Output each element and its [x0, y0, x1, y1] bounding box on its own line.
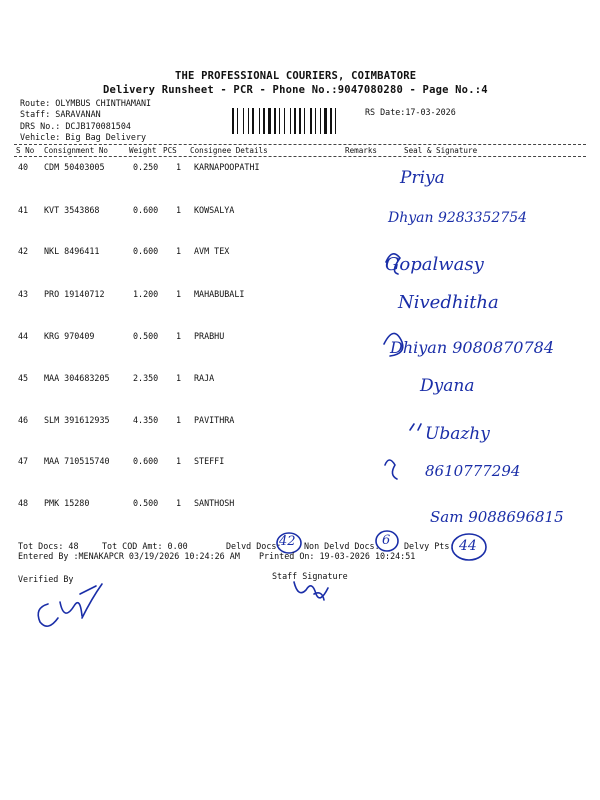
col-pcs: PCS: [163, 146, 177, 155]
row-consignment: MAA 710515740: [44, 456, 110, 466]
total-docs: Tot Docs: 48: [18, 541, 79, 551]
row-consignment: MAA 304683205: [44, 373, 110, 383]
row-consignment: KVT 3543868: [44, 205, 100, 215]
delivered-docs-count: 42: [279, 534, 296, 549]
row-weight: 0.600: [133, 246, 159, 256]
delivered-docs-label: Delvd Docs:: [226, 541, 282, 551]
total-cod: Tot COD Amt: 0.00: [102, 541, 188, 551]
row-consignment: PRO 19140712: [44, 289, 105, 299]
non-delivered-docs-count: 6: [382, 533, 391, 548]
row-sno: 43: [18, 289, 29, 299]
row-sno: 48: [18, 498, 29, 508]
row-pcs: 1: [176, 373, 182, 383]
col-remarks: Remarks: [345, 146, 378, 155]
row-sno: 46: [18, 415, 29, 425]
row-consignment: KRG 970409: [44, 331, 95, 341]
row-pcs: 1: [176, 456, 182, 466]
row-consignee: KARNAPOOPATHI: [194, 162, 260, 172]
row-consignee: MAHABUBALI: [194, 289, 245, 299]
delivery-points-count: 44: [459, 538, 477, 554]
company-name: THE PROFESSIONAL COURIERS, COIMBATORE: [175, 70, 417, 82]
row-sno: 42: [18, 246, 29, 256]
printed-on: Printed On: 19-03-2026 10:24:51: [259, 551, 416, 561]
row-signature: Dyana: [420, 376, 475, 396]
row-weight: 0.600: [133, 205, 159, 215]
non-delivered-docs-label: Non Delvd Docs:: [304, 541, 380, 551]
row-signature: Sam 9088696815: [430, 508, 564, 526]
row-pcs: 1: [176, 162, 182, 172]
col-sno: S No: [16, 146, 35, 155]
row-consignee: PRABHU: [194, 331, 225, 341]
rs-date: RS Date:17-03-2026: [365, 107, 456, 117]
row-weight: 0.250: [133, 162, 159, 172]
row-pcs: 1: [176, 498, 182, 508]
verifier-signature: [20, 580, 140, 640]
row-signature: Ubazhy: [425, 424, 490, 444]
verified-by-label: Verified By: [18, 574, 74, 584]
row-weight: 2.350: [133, 373, 159, 383]
row-signature: Dhyan 9283352754: [388, 210, 528, 226]
col-signature: Seal & Signature: [404, 146, 478, 155]
row-signature: Dhiyan 9080870784: [390, 338, 555, 357]
row-pcs: 1: [176, 415, 182, 425]
delivery-points-label: Delvy Pts:: [404, 541, 455, 551]
row-sno: 41: [18, 205, 29, 215]
staff-label: Staff: SARAVANAN: [20, 109, 101, 119]
row-pcs: 1: [176, 205, 182, 215]
row-signature: Priya: [400, 168, 445, 188]
row-pcs: 1: [176, 246, 182, 256]
staff-signature: [280, 572, 360, 612]
row-consignee: KOWSALYA: [194, 205, 235, 215]
row-consignment: SLM 391612935: [44, 415, 110, 425]
row-sno: 44: [18, 331, 29, 341]
drs-barcode: [232, 108, 360, 134]
vehicle-label: Vehicle: Big Bag Delivery: [20, 132, 147, 142]
table-header-rule: [14, 156, 586, 157]
col-weight: Weight: [129, 146, 157, 155]
row-weight: 1.200: [133, 289, 159, 299]
row-sno: 47: [18, 456, 29, 466]
row-signature: Gopalwasy: [385, 254, 484, 275]
row-consignment: CDM 50403005: [44, 162, 105, 172]
row-consignee: RAJA: [194, 373, 215, 383]
row-pcs: 1: [176, 331, 182, 341]
row-consignee: STEFFI: [194, 456, 225, 466]
row-consignee: PAVITHRA: [194, 415, 235, 425]
row-consignee: SANTHOSH: [194, 498, 235, 508]
runsheet-title: Delivery Runsheet - PCR - Phone No.:9047080280 - Page No.:4: [103, 84, 488, 96]
row-sno: 45: [18, 373, 29, 383]
row-weight: 4.350: [133, 415, 159, 425]
col-consignment: Consignment No: [44, 146, 109, 155]
row-consignee: AVM TEX: [194, 246, 230, 256]
row-signature: Nivedhitha: [398, 292, 499, 313]
staff-signature-label: Staff Signature: [272, 571, 348, 581]
row-weight: 0.500: [133, 331, 159, 341]
route-label: Route: OLYMBUS CHINTHAMANI: [20, 98, 152, 108]
row-consignment: NKL 8496411: [44, 246, 100, 256]
row-pcs: 1: [176, 289, 182, 299]
drs-number: DRS No.: DCJB170081504: [20, 121, 131, 131]
row-weight: 0.600: [133, 456, 159, 466]
row-signature: 8610777294: [425, 462, 521, 480]
entered-by: Entered By :MENAKAPCR 03/19/2026 10:24:26 AM: [18, 551, 240, 561]
row-sno: 40: [18, 162, 29, 172]
row-consignment: PMK 15280: [44, 498, 90, 508]
table-top-rule: [14, 144, 586, 145]
col-consignee: Consignee Details: [190, 146, 268, 155]
row-weight: 0.500: [133, 498, 159, 508]
